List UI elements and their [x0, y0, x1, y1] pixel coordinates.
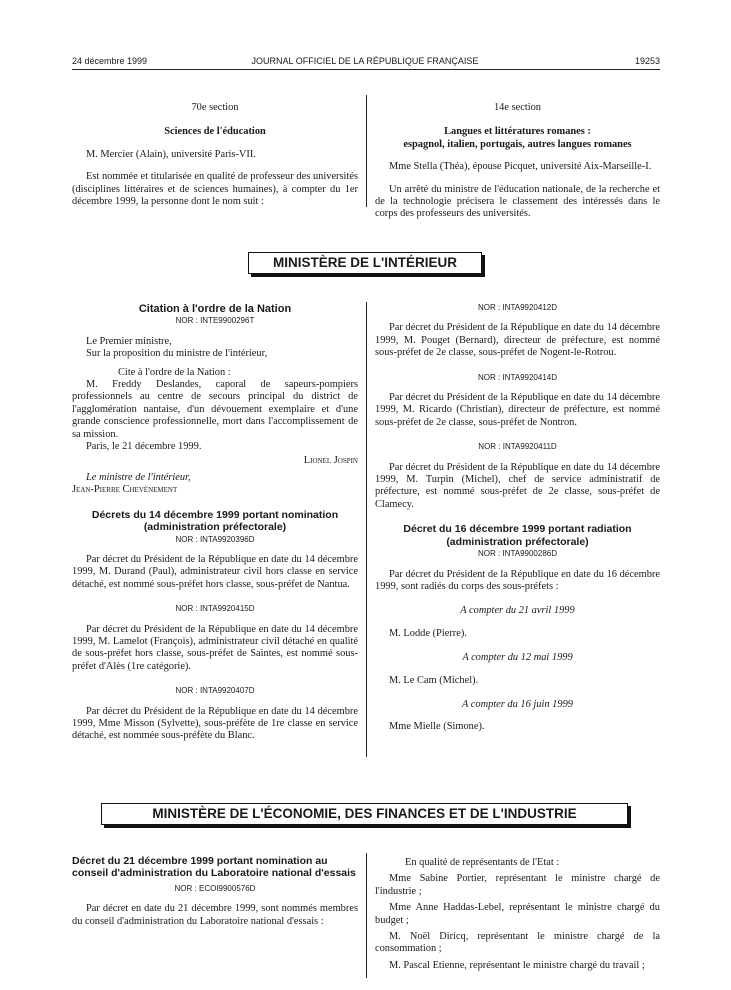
- person-name: M. Lodde (Pierre).: [389, 627, 467, 639]
- nor-code: NOR : INTA9920396D: [175, 534, 255, 544]
- subject-subtitle: espagnol, italien, portugais, autres langues romanes: [403, 138, 632, 150]
- decrets-subtitle: (administration préfectorale): [143, 521, 287, 534]
- effective-date: A compter du 12 mai 1999: [462, 652, 573, 664]
- member-item: M. Noël Diricq, représentant le ministre chargé de la consommation ;: [375, 931, 660, 955]
- minister-title: Le ministre de l'intérieur,: [86, 471, 191, 483]
- nor-code: NOR : INTA9920412D: [478, 303, 557, 312]
- decree-paragraph: Par décret du Président de la République en date du 14 décembre 1999, M. Lamelot (François), administrateur civil détaché en qualité de sous-préfet hors classe, sous-préfet de Saintes, est nommé sous-préfet d'Alès (1re catégorie).: [72, 623, 358, 672]
- member-item: Mme Sabine Portier, représentant le ministre chargé de l'industrie ;: [375, 873, 660, 897]
- header-rule: [72, 69, 660, 70]
- decree-paragraph: Par décret du Président de la République en date du 14 décembre 1999, M. Durand (Paul), administrateur civil hors classe en service détaché, est nommé sous-préfet hors classe, sous-préfet de Nantua.: [72, 553, 358, 590]
- header-date: 24 décembre 1999: [72, 56, 148, 66]
- decree-title: Décret du 21 décembre 1999 portant nomination au conseil d'administration du Laboratoire national d'essais: [72, 855, 356, 879]
- column-divider-bottom: [366, 853, 367, 978]
- bottom-left-block: [72, 855, 358, 928]
- nor-code: NOR : ECOI9900576D: [174, 884, 256, 893]
- person-name: Mme Mielle (Simone).: [389, 721, 485, 733]
- person-name: M. Le Cam (Michel).: [389, 674, 479, 686]
- column-divider-top: [366, 95, 367, 207]
- middle-right-column: [375, 302, 660, 734]
- column-divider-middle: [366, 302, 367, 757]
- decree-paragraph: Par décret du Président de la République en date du 14 décembre 1999, M. Turpin (Michel), chef de service administratif de préfecture, est nommé sous-préfet de 2e classe, sous-préfet de Clamecy.: [375, 461, 660, 510]
- radiation-title: Décret du 16 décembre 1999 portant radiation: [403, 523, 632, 536]
- section-label: 70e section: [191, 102, 239, 113]
- intro-line: En qualité de représentants de l'Etat :: [405, 857, 560, 868]
- subject-title: Langues et littératures romanes :: [444, 126, 591, 138]
- text-line: Sur la proposition du ministre de l'intérieur,: [86, 348, 268, 360]
- place-date: Paris, le 21 décembre 1999.: [86, 441, 202, 453]
- paragraph: Un arrêté du ministre de l'éducation nationale, de la recherche et de la technologie précisera le classement des intéressés dans le corps des professeurs des universités.: [375, 183, 660, 220]
- member-item: Mme Anne Haddas-Lebel, représentant le ministre chargé du budget ;: [375, 902, 660, 926]
- subject-title: Sciences de l'éducation: [164, 126, 266, 138]
- paragraph: Est nommée et titularisée en qualité de professeur des universités (disciplines littéraires et de sciences humaines), à compter du 1er décembre 1999, la personne dont le nom suit :: [72, 171, 358, 208]
- ministry-interieur-heading: MINISTÈRE DE L'INTÉRIEUR: [248, 252, 482, 274]
- radiation-subtitle: (administration préfectorale): [446, 535, 589, 548]
- top-left-block: [72, 102, 358, 208]
- effective-date: A compter du 21 avril 1999: [460, 605, 575, 617]
- decree-paragraph: Par décret du Président de la République en date du 16 décembre 1999, sont radiés du corps des sous-préfets :: [375, 568, 660, 592]
- nor-code: NOR : INTA9920411D: [478, 442, 557, 452]
- decree-paragraph: Par décret du Président de la République en date du 14 décembre 1999, M. Ricardo (Christian), directeur de préfecture, est nommé sous-préfet de 2e classe, sous-préfet de Nontron.: [375, 392, 660, 428]
- citation-title: Citation à l'ordre de la Nation: [138, 303, 292, 315]
- ministry-economie-heading: MINISTÈRE DE L'ÉCONOMIE, DES FINANCES ET DE L'INDUSTRIE: [101, 803, 628, 825]
- signatory: Lionel Jospin: [303, 455, 358, 467]
- decree-paragraph: Par décret en date du 21 décembre 1999, sont nommés membres du conseil d'administration du Laboratoire national d'essais :: [72, 903, 358, 927]
- middle-left-column: [72, 303, 358, 743]
- text-line: Le Premier ministre,: [86, 335, 172, 347]
- citation-paragraph: M. Freddy Deslandes, caporal de sapeurs-pompiers professionnels au centre de secours principal du district de l'agglomération nantaise, d'un dévouement exemplaire et d'une grande conscience professionnelle, mort dans l'accomplissement de sa mission.: [72, 379, 358, 440]
- effective-date: A compter du 16 juin 1999: [462, 698, 573, 710]
- top-right-block: [375, 102, 660, 221]
- nor-code: NOR : INTA9920415D: [175, 604, 255, 614]
- page-number: 19253: [634, 56, 660, 66]
- entry-line: M. Mercier (Alain), université Paris-VII.: [86, 148, 256, 160]
- nor-code: NOR : INTA9920407D: [175, 686, 255, 696]
- decree-paragraph: Par décret du Président de la République en date du 14 décembre 1999, Mme Misson (Sylvette), sous-préfète de 1re classe en service détaché, est nommée sous-préfète du Blanc.: [72, 705, 358, 742]
- nor-code: NOR : INTA9920414D: [478, 372, 557, 382]
- nor-code: NOR : INTE9900296T: [175, 316, 255, 326]
- bottom-right-block: [375, 857, 660, 972]
- journal-title: JOURNAL OFFICIEL DE LA RÉPUBLIQUE FRANÇAISE: [251, 56, 479, 66]
- nor-code: NOR : INTA9900286D: [478, 549, 557, 559]
- text-line: Cite à l'ordre de la Nation :: [118, 366, 231, 378]
- member-item: M. Pascal Etienne, représentant le ministre chargé du travail ;: [389, 959, 645, 971]
- entry-line: Mme Stella (Théa), épouse Picquet, université Aix-Marseille-I.: [389, 161, 652, 173]
- minister-name: Jean-Pierre Chevènement: [72, 484, 178, 496]
- section-label: 14e section: [493, 102, 542, 113]
- decrets-title: Décrets du 14 décembre 1999 portant nomination: [91, 508, 339, 521]
- decree-paragraph: Par décret du Président de la République en date du 14 décembre 1999, M. Pouget (Bernard), directeur de préfecture, est nommé sous-préfet de 2e classe, sous-préfet de Nogent-le-Rotrou.: [375, 322, 660, 359]
